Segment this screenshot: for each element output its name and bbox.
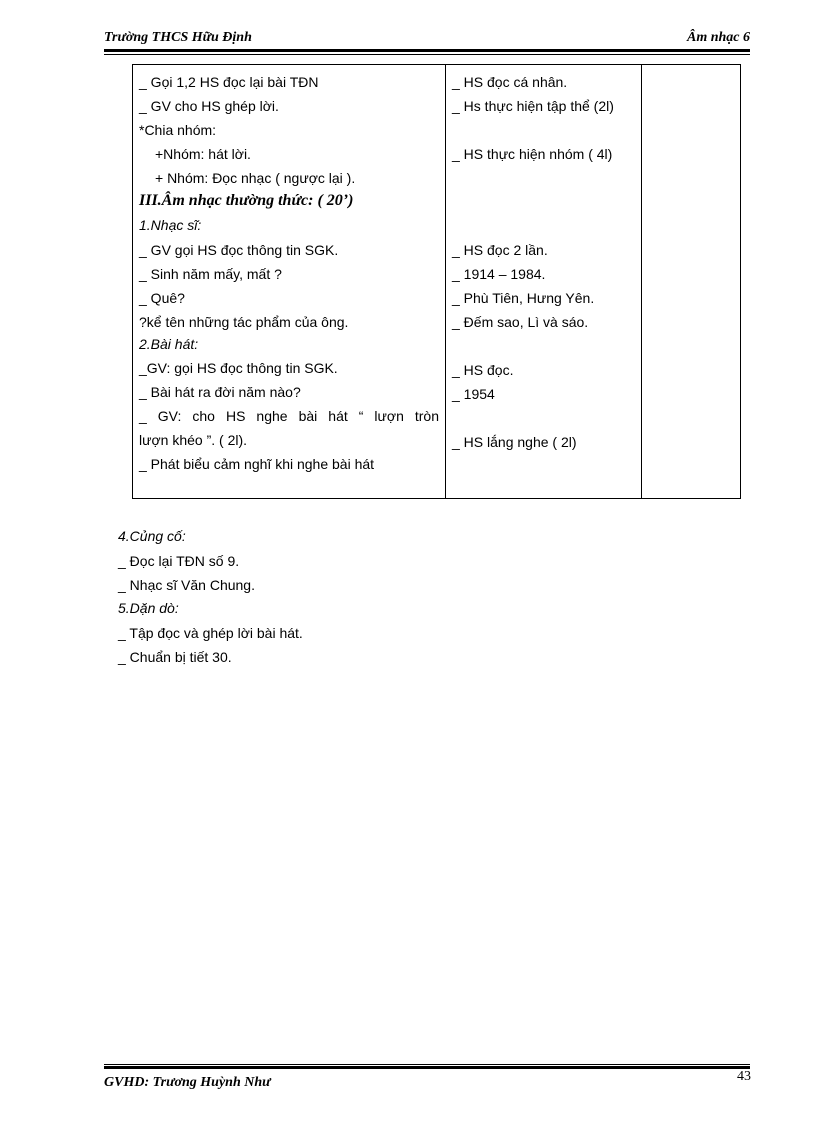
teacher-activity-line: _ GV gọi HS đọc thông tin SGK. <box>139 242 339 258</box>
student-activity-line: _ HS đọc. <box>452 362 514 378</box>
student-activity-line: _ Phù Tiên, Hưng Yên. <box>452 290 595 306</box>
homework-item: _ Tập đọc và ghép lời bài hát. <box>118 625 303 641</box>
column-divider <box>445 65 446 498</box>
student-activity-line: _ 1914 – 1984. <box>452 266 546 282</box>
teacher-activity-line: _ Phát biểu cảm nghĩ khi nghe bài hát <box>139 456 375 472</box>
lesson-table <box>132 64 741 499</box>
header-rule-thin <box>104 54 750 55</box>
teacher-activity-line: + Nhóm: Đọc nhạc ( ngược lại ). <box>155 170 356 186</box>
teacher-activity-line: *Chia nhóm: <box>139 122 217 138</box>
student-activity-line: _ HS thực hiện nhóm ( 4l) <box>452 146 613 162</box>
teacher-activity-line: _ Gọi 1,2 HS đọc lại bài TĐN <box>139 74 319 90</box>
page-number: 43 <box>737 1069 751 1084</box>
student-activity-line: _ Hs thực hiện tập thể (2l) <box>452 98 614 114</box>
section-heading: III.Âm nhạc thường thức: ( 20’) <box>139 192 354 209</box>
column-divider <box>641 65 642 498</box>
student-activity-line: _ Đếm sao, Lì và sáo. <box>452 314 589 330</box>
header-subject: Âm nhạc 6 <box>686 30 750 45</box>
student-activity-line: _ HS đọc cá nhân. <box>452 74 568 90</box>
teacher-activity-line: +Nhóm: hát lời. <box>155 146 251 162</box>
header-rule-thick <box>104 49 750 52</box>
teacher-activity-line: ?kể tên những tác phẩm của ông. <box>139 314 349 330</box>
header-school: Trường THCS Hữu Định <box>104 30 252 45</box>
homework-heading: 5.Dặn dò: <box>118 600 179 616</box>
teacher-activity-line: _ GV cho HS ghép lời. <box>139 98 279 114</box>
homework-item: _ Chuẩn bị tiết 30. <box>118 649 232 665</box>
consolidation-item: _ Nhạc sĩ Văn Chung. <box>118 577 255 593</box>
student-activity-line: _ HS lắng nghe ( 2l) <box>452 434 577 450</box>
footer-rule-thick <box>104 1066 750 1069</box>
teacher-activity-line: _ Bài hát ra đời năm nào? <box>139 384 301 400</box>
teacher-activity-line: _ Quê? <box>139 290 185 306</box>
teacher-activity-line: lượn khéo ”. ( 2l). <box>139 432 248 448</box>
subsection-heading: 1.Nhạc sĩ: <box>139 217 202 233</box>
footer-rule-thin <box>104 1064 750 1065</box>
subsection-heading: 2.Bài hát: <box>139 336 199 352</box>
footer-teacher: GVHD: Trương Huỳnh Như <box>104 1075 271 1090</box>
teacher-activity-line: _ GV: cho HS nghe bài hát “ lượn tròn <box>139 408 439 424</box>
student-activity-line: _ 1954 <box>452 386 495 402</box>
teacher-activity-line: _GV: gọi HS đọc thông tin SGK. <box>139 360 338 376</box>
teacher-activity-line: _ Sinh năm mấy, mất ? <box>139 266 282 282</box>
student-activity-line: _ HS đọc 2 lần. <box>452 242 548 258</box>
consolidation-item: _ Đọc lại TĐN số 9. <box>118 553 240 569</box>
consolidation-heading: 4.Củng cố: <box>118 528 186 544</box>
